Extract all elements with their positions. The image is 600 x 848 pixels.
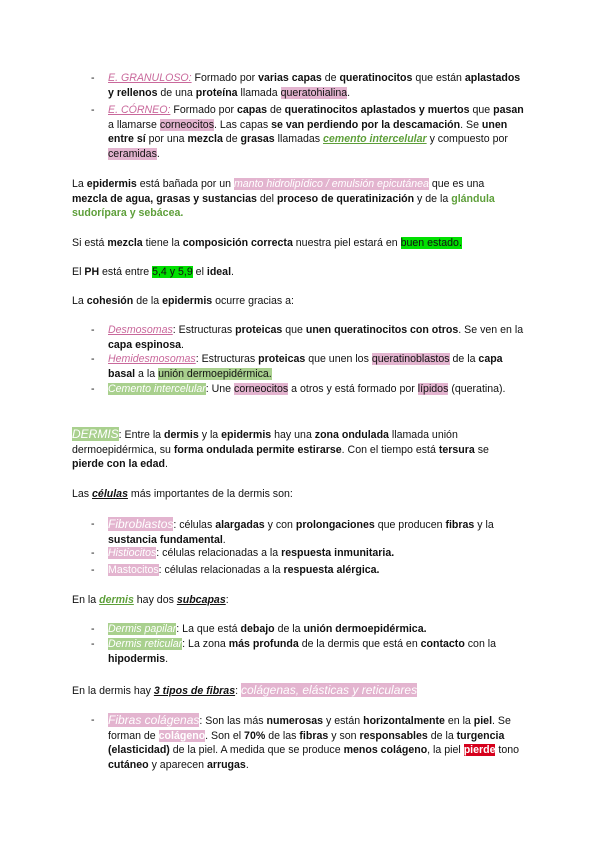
list-item-granuloso: - E. GRANULOSO: Formado por varias capas de queratinocitos que están aplastados y rellenos de una proteína llamada queratohialina. xyxy=(91,72,521,99)
list-item-dermis-papilar: - Dermis papilar: La que está debajo de la unión dermoepidérmica. xyxy=(91,623,427,635)
paragraph-mezcla: Si está mezcla tiene la composición correcta nuestra piel estará en buen estado. xyxy=(72,237,462,249)
term-fibroblastos: Fibroblastos xyxy=(108,517,174,531)
bullet-dash: - xyxy=(91,623,95,635)
term-celulas: células xyxy=(92,488,128,500)
paragraph-dermis: DERMIS: Entre la dermis y la epidermis hay una zona ondulada llamada unión dermoepidérmica, su forma ondulada permite estirarse. Con el tiempo está tersura se pierde con la edad. xyxy=(72,427,489,471)
bullet-dash: - xyxy=(91,518,95,530)
paragraph-cohesion: La cohesión de la epidermis ocurre gracias a: xyxy=(72,295,294,307)
bullet-dash: - xyxy=(91,104,95,116)
bullet-dash: - xyxy=(91,353,95,365)
term-dermis-papilar: Dermis papilar xyxy=(108,623,177,635)
term-desmosomas: Desmosomas xyxy=(108,324,173,336)
paragraph-subcapas: En la dermis hay dos subcapas: xyxy=(72,594,229,606)
bullet-dash: - xyxy=(91,638,95,650)
highlight-ph-range: 5,4 y 5,9 xyxy=(152,266,193,278)
highlight-ceramidas: ceramidas xyxy=(108,147,157,160)
highlight-union-dermoepidermica: unión dermoepidérmica. xyxy=(158,367,272,380)
term-dermis: dermis xyxy=(99,594,134,606)
bullet-dash: - xyxy=(91,324,95,336)
highlight-manto: manto hidrolipídico / emulsión epicutánea xyxy=(233,178,429,190)
bullet-dash: - xyxy=(91,72,95,84)
list-item-desmosomas: - Desmosomas: Estructuras proteicas que unen queratinocitos con otros. Se ven en la capa espinosa. xyxy=(91,324,524,351)
term-subcapas: subcapas xyxy=(176,594,226,606)
term-histiocitos: Histiocitos xyxy=(108,547,157,559)
highlight-queratinoblastos: queratinoblastos xyxy=(371,353,450,365)
bullet-dash: - xyxy=(91,564,95,576)
highlight-pierde: pierde xyxy=(463,744,496,757)
bullet-dash: - xyxy=(91,547,95,559)
list-item-mastocitos: - Mastocitos: células relacionadas a la respuesta alérgica. xyxy=(91,564,380,576)
list-item-hemidesmosomas: - Hemidesmosomas: Estructuras proteicas que unen los queratinoblastos de la capa basal a la unión dermoepidérmica. xyxy=(91,353,503,380)
paragraph-fibras: En la dermis hay 3 tipos de fibras: colágenas, elásticas y reticulares xyxy=(72,683,418,697)
list-item-fibras-colagenas: - Fibras colágenas: Son las más numerosas y están horizontalmente en la piel. Se forman de colágeno. Son el 70% de las fibras y son responsables de la turgencia (elasticidad) de la piel. A medida que se produce menos colágeno, la piel pierde tono cutáneo y aparecen arrugas. xyxy=(91,713,520,771)
highlight-corneocitos: corneocitos xyxy=(159,118,214,131)
term-dermis: DERMIS xyxy=(72,427,119,441)
term-corneo: E. CÓRNEO: xyxy=(108,104,171,116)
list-item-fibroblastos: - Fibroblastos: células alargadas y con prolongaciones que producen fibras y la sustancia fundamental. xyxy=(91,517,494,546)
term-tipos-fibras: 3 tipos de fibras xyxy=(153,685,236,697)
highlight-colageno: colágeno xyxy=(158,729,206,742)
term-cemento-intercelular: cemento intercelular xyxy=(323,133,427,146)
term-cemento-intercelular: Cemento intercelular xyxy=(108,383,206,395)
term-glandula: glándula sudorípara y sebácea. xyxy=(72,192,495,220)
highlight-corneocitos: corneocitos xyxy=(234,383,289,395)
highlight-queratohialina: queratohialina xyxy=(280,86,348,99)
term-fibras-colagenas: Fibras colágenas xyxy=(108,713,200,727)
highlight-tipos-fibras: colágenas, elásticas y reticulares xyxy=(240,683,418,697)
highlight-buen-estado: buen estado. xyxy=(400,237,462,249)
paragraph-ph: El PH está entre 5,4 y 5,9 el ideal. xyxy=(72,266,234,278)
list-item-dermis-reticular: - Dermis reticular: La zona más profunda de la dermis que está en contacto con la hipodermis. xyxy=(91,638,497,665)
bullet-dash: - xyxy=(91,714,95,726)
term-dermis-reticular: Dermis reticular xyxy=(108,638,183,650)
term-hemidesmosomas: Hemidesmosomas xyxy=(108,353,196,365)
term-granuloso: E. GRANULOSO: xyxy=(108,72,192,84)
list-item-corneo: - E. CÓRNEO: Formado por capas de queratinocitos aplastados y muertos que pasan a llamarse corneocitos. Las capas se van perdiendo por la descamación. Se unen entre sí por una mezcla de grasas llamadas cemento intercelular y compuesto por ceramidas. xyxy=(91,104,524,160)
list-item-histiocitos: - Histiocitos: células relacionadas a la respuesta inmunitaria. xyxy=(91,547,395,559)
paragraph-manto: La epidermis está bañada por un manto hidrolipídico / emulsión epicutánea que es una mezcla de agua, grasas y sustancias del proceso de queratinización y de la glándula sudorípara y sebácea. xyxy=(72,178,495,220)
highlight-lipidos: lípidos xyxy=(417,383,449,395)
term-mastocitos: Mastocitos xyxy=(108,564,159,576)
paragraph-celulas: Las células más importantes de la dermis son: xyxy=(72,488,293,500)
bullet-dash: - xyxy=(91,383,95,395)
list-item-cemento: - Cemento intercelular: Une corneocitos a otros y está formado por lípidos (queratina). xyxy=(91,383,506,395)
